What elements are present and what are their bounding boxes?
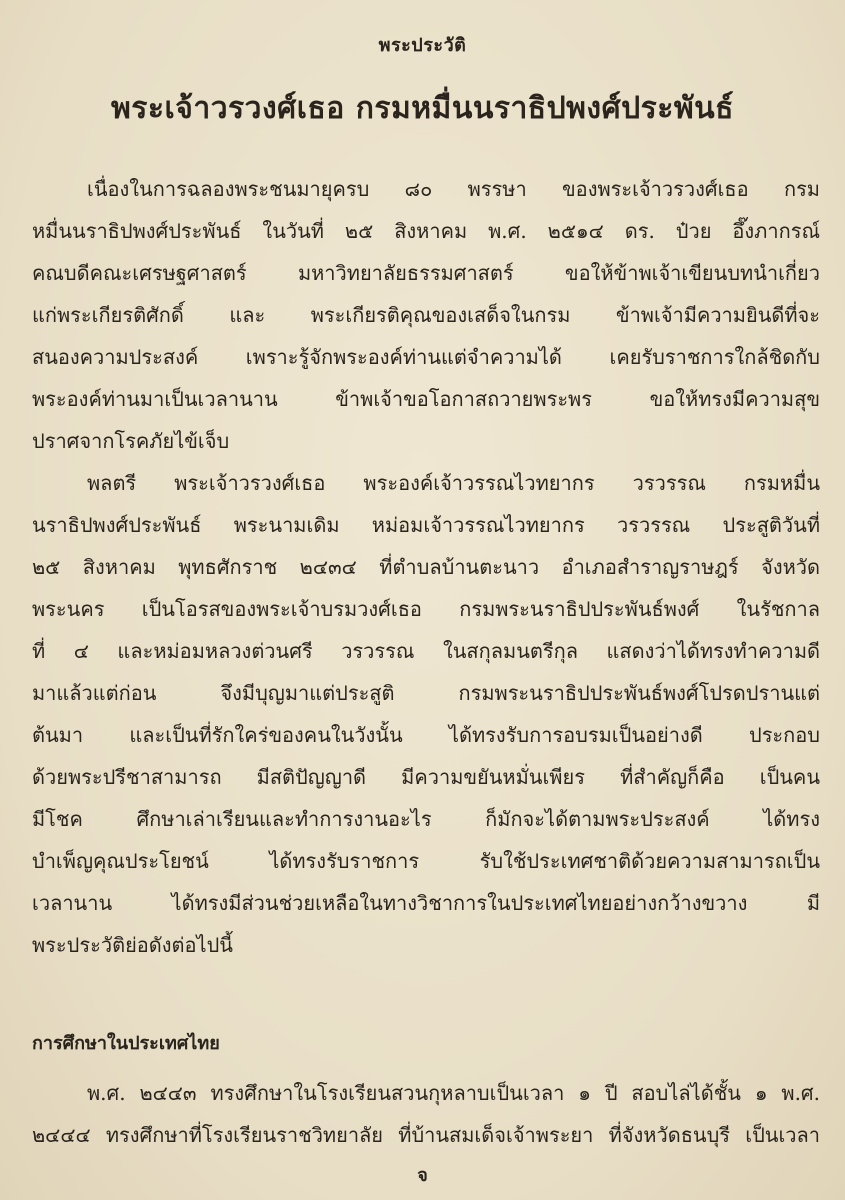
paragraph-line: พระองค์ท่านมาเป็นเวลานาน ข้าพเจ้าขอโอกาสถวายพระพร ขอให้ทรงมีความสุข: [32, 387, 820, 411]
page-title: พระเจ้าวรวงศ์เธอ กรมหมื่นนราธิปพงศ์ประพันธ์: [111, 91, 734, 126]
paragraph-line: พ.ศ. ๒๔๔๓ ทรงศึกษาในโรงเรียนสวนกุหลาบเป็นเวลา ๑ ปี สอบไล่ได้ชั้น ๑ พ.ศ.: [87, 1081, 820, 1105]
paragraph-line: แก่พระเกียรติศักดิ์ และ พระเกียรติคุณของเสด็จในกรม ข้าพเจ้ามีความยินดีที่จะ: [32, 303, 820, 327]
paragraph-line: คณบดีคณะเศรษฐศาสตร์ มหาวิทยาลัยธรรมศาสตร์ ขอให้ข้าพเจ้าเขียนบทนำเกี่ยว: [32, 261, 820, 285]
paragraph-line: ต้นมา และเป็นที่รักใคร่ของคนในวังนั้น ได้ทรงรับการอบรมเป็นอย่างดี ประกอบ: [32, 723, 820, 747]
paragraph-line: ด้วยพระปรีชาสามารถ มีสติปัญญาดี มีความขยันหมั่นเพียร ที่สำคัญก็คือ เป็นคน: [32, 765, 820, 789]
paragraph-line: ๒๕ สิงหาคม พุทธศักราช ๒๔๓๔ ที่ตำบลบ้านตะนาว อำเภอสำราญราษฎร์ จังหวัด: [32, 555, 820, 579]
paragraph-line: เวลานาน ได้ทรงมีส่วนช่วยเหลือในทางวิชาการในประเทศไทยอย่างกว้างขวาง มี: [32, 891, 820, 915]
paragraph-line: เนื่องในการฉลองพระชนมายุครบ ๘๐ พรรษา ของพระเจ้าวรวงศ์เธอ กรม: [87, 177, 820, 201]
paragraph-line: หมื่นนราธิปพงศ์ประพันธ์ ในวันที่ ๒๕ สิงหาคม พ.ศ. ๒๕๑๔ ดร. ป๋วย อึ๊งภากรณ์: [32, 219, 820, 243]
paragraph-line: ปราศจากโรคภัยไข้เจ็บ: [32, 429, 230, 453]
paragraph-line: ที่ ๔ และหม่อมหลวงต่วนศรี วรวรรณ ในสกุลมนตรีกุล แสดงว่าได้ทรงทำความดี: [32, 639, 820, 663]
page-number: จ: [417, 1165, 428, 1186]
paragraph-line: พระประวัติย่อดังต่อไปนี้: [32, 933, 233, 957]
running-head: พระประวัติ: [378, 35, 467, 56]
section-text: [32, 1072, 820, 1156]
paragraph-line: พลตรี พระเจ้าวรวงศ์เธอ พระองค์เจ้าวรรณไวทยากร วรวรรณ กรมหมื่น: [87, 471, 820, 495]
paragraph-line: สนองความประสงค์ เพราะรู้จักพระองค์ท่านแต่จำความได้ เคยรับราชการใกล้ชิดกับ: [32, 345, 820, 369]
section-heading: การศึกษาในประเทศไทย: [32, 1033, 220, 1054]
paragraph-line: บำเพ็ญคุณประโยชน์ ได้ทรงรับราชการ รับใช้ประเทศชาติด้วยความสามารถเป็น: [32, 849, 820, 873]
paragraph-line: มีโชค ศึกษาเล่าเรียนและทำการงานอะไร ก็มักจะได้ตามพระประสงค์ ได้ทรง: [32, 807, 820, 831]
paragraph-line: ๒๔๔๔ ทรงศึกษาที่โรงเรียนราชวิทยาลัย ที่บ้านสมเด็จเจ้าพระยา ที่จังหวัดธนบุรี เป็นเวลา: [32, 1123, 820, 1147]
body-text: [32, 168, 820, 966]
paragraph-line: พระนคร เป็นโอรสของพระเจ้าบรมวงศ์เธอ กรมพระนราธิปประพันธ์พงศ์ ในรัชกาล: [32, 597, 820, 621]
paragraph-line: มาแล้วแต่ก่อน จึงมีบุญมาแต่ประสูติ กรมพระนราธิปประพันธ์พงศ์โปรดปรานแต่: [32, 681, 820, 705]
paragraph-line: นราธิปพงศ์ประพันธ์ พระนามเดิม หม่อมเจ้าวรรณไวทยากร วรวรรณ ประสูติวันที่: [32, 513, 820, 537]
